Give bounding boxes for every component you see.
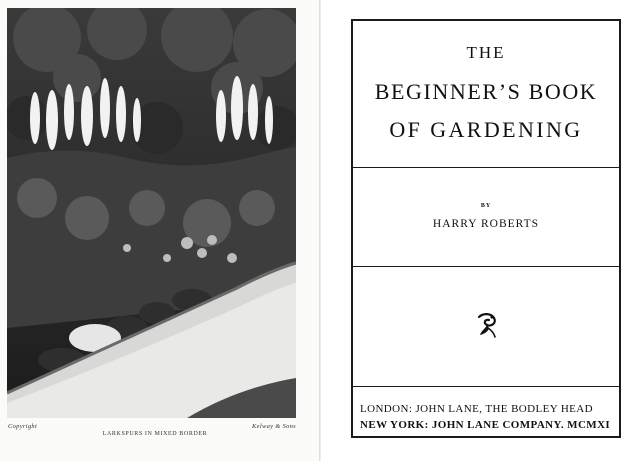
divider-rule: [353, 386, 619, 387]
imprint-london: LONDON: JOHN LANE, THE BODLEY HEAD: [360, 403, 593, 415]
book-title-line-1: BEGINNER’S BOOK: [374, 79, 598, 104]
photo-credit-copyright: Copyright: [8, 423, 38, 430]
author-name: HARRY ROBERTS: [432, 218, 540, 230]
garden-photograph: [7, 8, 296, 418]
byline-label: BY: [480, 203, 492, 209]
title-article: THE: [466, 43, 506, 62]
imprint-new-york: NEW YORK: JOHN LANE COMPANY. MCMXI: [360, 419, 611, 431]
title-page-frame: [351, 19, 621, 438]
photo-caption: LARKSPURS IN MIXED BORDER: [102, 431, 208, 437]
divider-rule: [353, 167, 619, 168]
photo-credit-photographer: Kelway & Sons: [252, 423, 296, 430]
divider-rule: [353, 266, 619, 267]
publisher-emblem-icon: [475, 311, 499, 339]
title-page: [321, 0, 640, 461]
book-title-line-2: OF GARDENING: [389, 117, 583, 142]
